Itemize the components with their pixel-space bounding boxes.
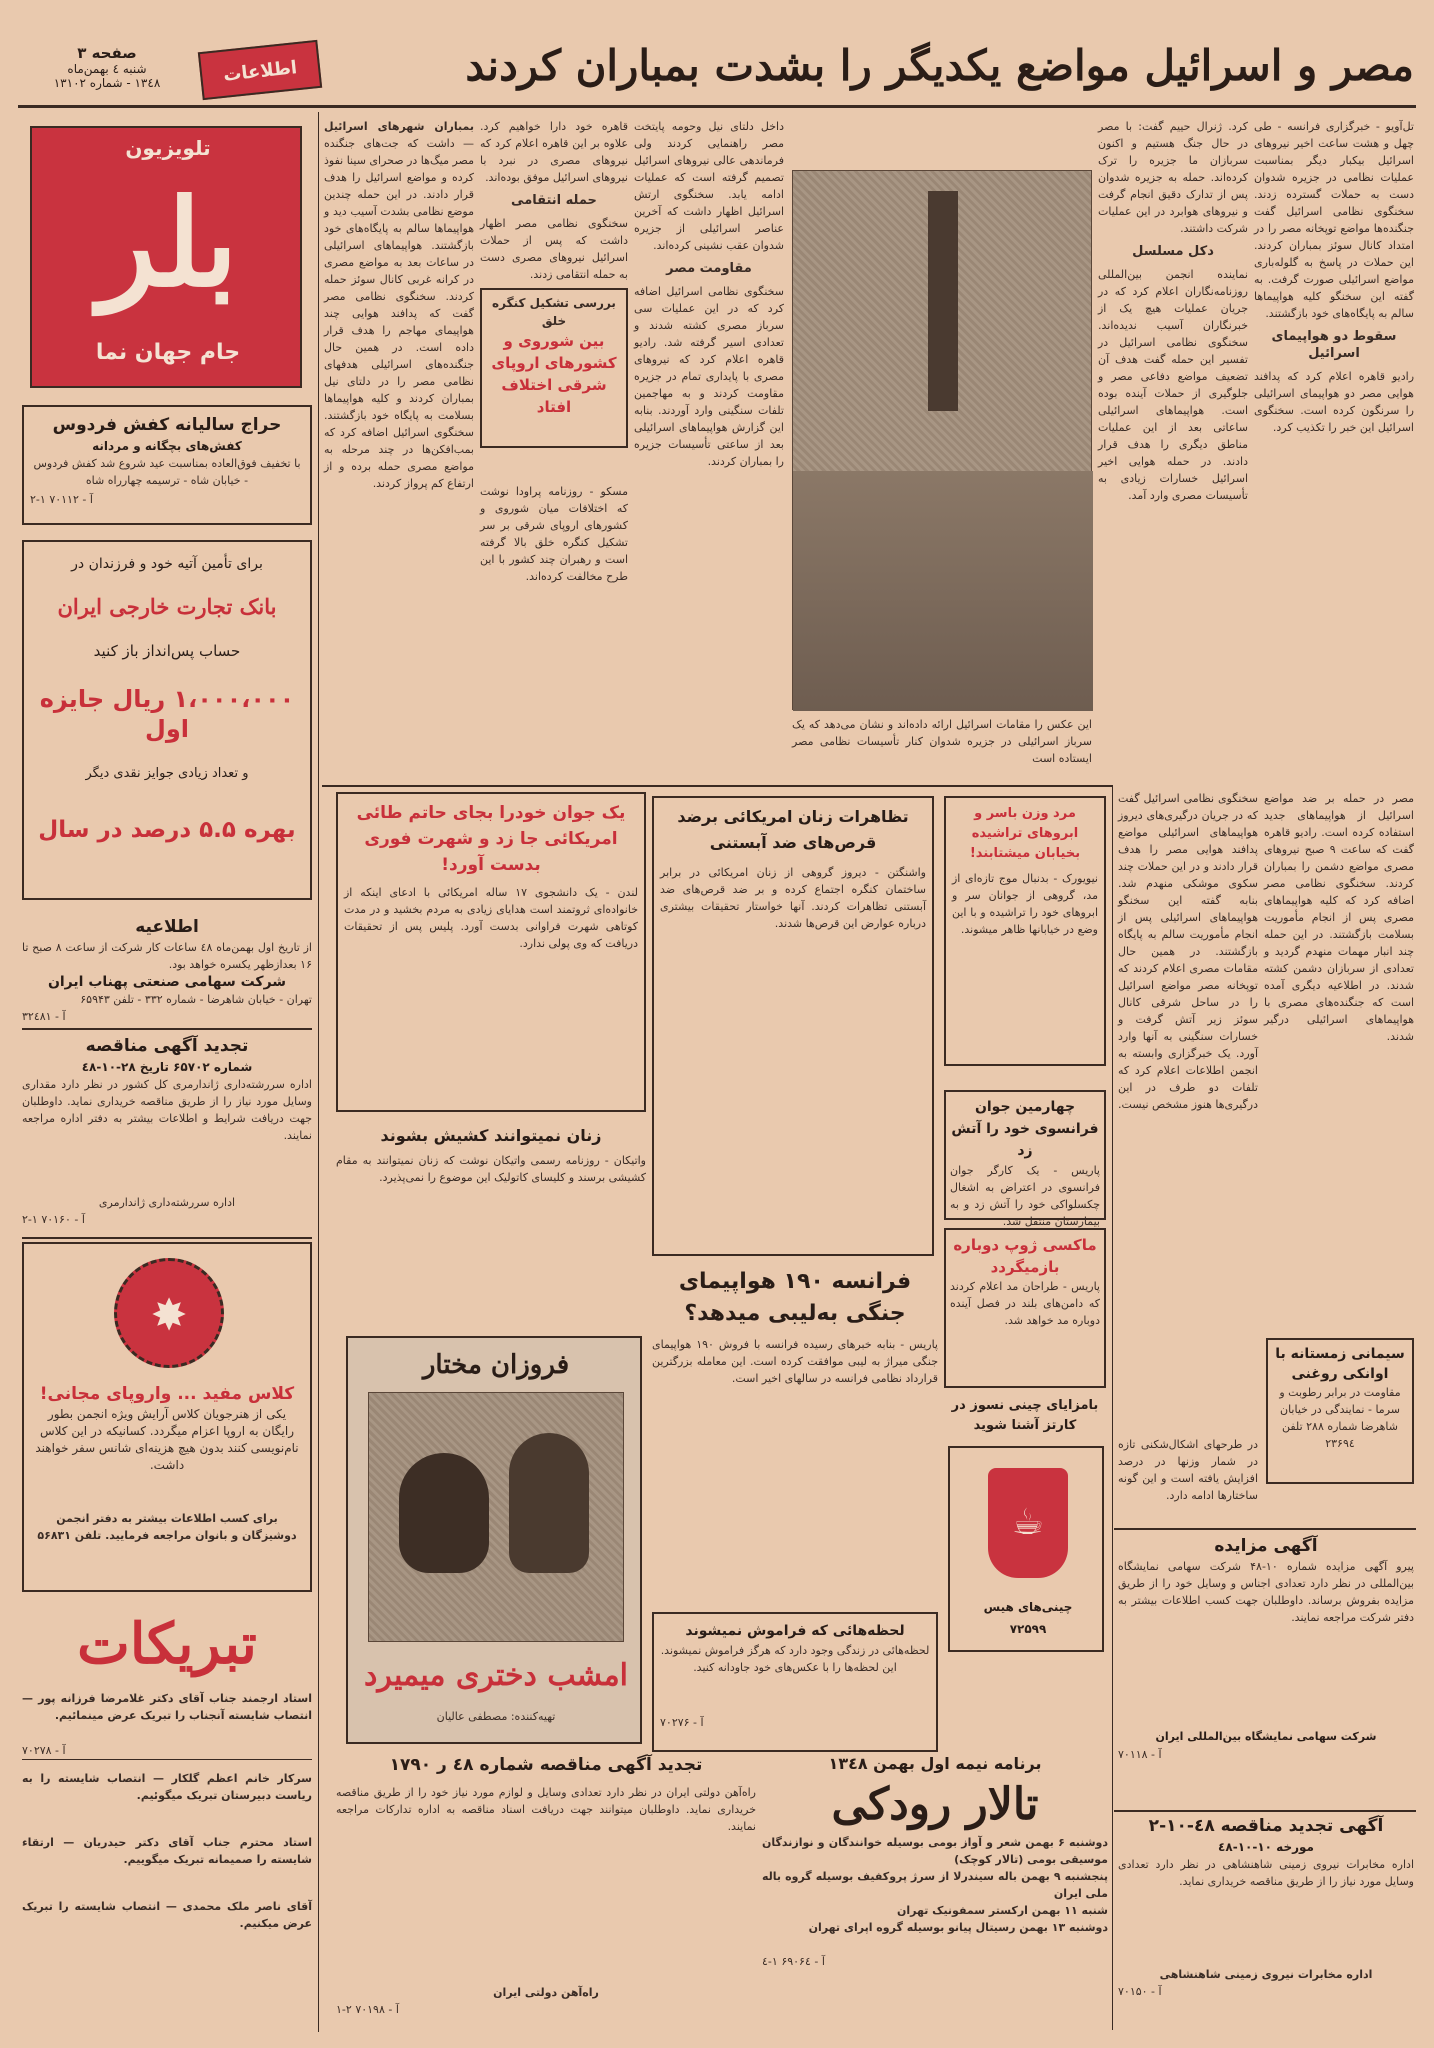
film-poster-photo <box>368 1392 624 1642</box>
column-rule <box>318 112 319 2032</box>
tender-ad <box>22 1034 312 1234</box>
auction-ad <box>1118 1534 1414 1774</box>
french-title: چهارمین جوان فرانسوی خود را آتش زد <box>951 1099 1099 1159</box>
railway-code: آ - ۷۰۱۹۸ ۲-۱ <box>336 2003 399 2016</box>
priests-story <box>336 1124 646 1324</box>
bank-prize: ۱،۰۰۰،۰۰۰ ریال جایزه اول <box>39 685 295 743</box>
concert-program: برنامه نیمه اول بهمن ۱۳٤۸ <box>828 1754 1042 1773</box>
shoe-ad-body: با تخفیف فوق‌العاده بمناسبت عید شروع شد کفش فردوس - خیابان شاه - ترسیمه چهارراه شاه <box>33 457 301 487</box>
film-title: امشب دختری میمیرد <box>364 1658 628 1693</box>
divider <box>22 1028 312 1030</box>
story-column: بمباران شهرهای اسرائیل — داشت که جت‌های جنگنده مصر میگ‌ها در صحرای سینا نفوذ کرده و مواضع اسرائیل را هدف قرار دادند. در این حمله چندین موضع نظامی بشدت آسیب دید و هواپیماها سالم به پایگاه‌های خود بازگشتند. هواپیماهای اسرائیلی در ساعات بعد به مواضع مصری در کرانه غربی کانال سوئز حمله کردند. سخنگوی نظامی مصر گفت که پدافند هوایی چند هواپیمای مهاجم را هدف قرار داده است. در همین حال جنگنده‌های اسرائیلی هدفهای نظامی مصر را در دلتای نیل بمباران کردند و کلیه هواپیماها بسلامت به پایگاه خود بازگشتند. سخنگوی اسرائیل اضافه کرد که بمب‌افکن‌ها در چند مرحله به مواضع مصری حمله برده و از ارتفاع کم پرواز کردند. <box>324 120 474 490</box>
moments-code: آ - ۷۰۲۷۶ <box>660 1716 704 1729</box>
beauty-body: یکی از هنرجویان کلاس آرایش ویژه انجمن بطور رایگان به اروپا اعزام میگردد. کسانیکه در این کلاس نام‌نویسی کنند بدون هیچ هزینه‌ای شانس سفر خواهند داشت. <box>35 1407 299 1472</box>
maxi-story <box>944 1228 1106 1388</box>
notice-code: آ - ۳۲٤۸۱ <box>22 1010 66 1023</box>
notice-company: شرکت سهامی صنعتی پهناب ایران <box>47 974 287 990</box>
page-number: صفحه ۳ <box>77 44 137 62</box>
china-phone: ۷۲۵۹۹ <box>1009 1622 1047 1636</box>
tender-sign: اداره سررشته‌داری ژاندارمری <box>98 1196 236 1209</box>
story-subhead: سقوط دو هواپیمای اسرائیل <box>1271 329 1397 361</box>
issue-date: شنبه ٤ بهمن‌ماه <box>67 62 147 76</box>
divider <box>22 1237 312 1239</box>
bank-name: بانک تجارت خارجی ایران <box>57 594 277 619</box>
moments-ad <box>652 1612 938 1752</box>
notice-title: اطلاعیه <box>135 917 199 937</box>
tender-code: آ - ۷۰۱۶۰ ۱-۲ <box>22 1213 85 1226</box>
shoe-ad <box>22 405 312 525</box>
priests-title: زنان نمیتوانند کشیش بشوند <box>380 1126 602 1145</box>
women-story <box>652 796 934 1256</box>
story-text: مسکو - روزنامه پراودا نوشت که اختلافات میان شوروی و کشورهای اروپای شرقی بر سر تشکیل کنگره خلق بالا گرفته است و رهبران چند کشور با این طرح مخالفت کرده‌اند. <box>480 485 628 583</box>
story-subhead: دکل مسلسل <box>1132 244 1214 259</box>
story-column: کرد. ژنرال حییم گفت: با مصر در حال جنگ هستیم و اکنون سربازان ما جزیره را ترک کرده‌اند. حمله به جزیره شدوان پس از تدارک دقیق انجام گرفت و نیروهای هوابرد در این عملیات شرکت داشتند. دکل مسلسل نماینده انجمن بین‌المللی روزنامه‌نگاران اعلام کرد که در جریان عملیات هیچ یک از خبرنگاران آسیب ندیده‌اند. سخنگوی نظامی اسرائیل در تفسیر این حمله گفت هدف آن تضعیف مواضع دفاعی مصر و جلوگیری از حملات آینده بوده است. هواپیماهای اسرائیلی ساعاتی بعد از این عملیات مناطق دیگری را هدف قرار دادند. در حمله هوایی اخیر اسرائیل خسارات زیادی به تأسیسات مصری وارد آمد. <box>1098 120 1248 502</box>
story-column: سخنگوی نظامی اسرائیل گفت که در جریان درگیری‌های دیروز هواپیماهای اسرائیلی مواضع پدافند هوایی مصر را هدف قرار دادند و در این حملات چند سکوی موشکی منهدم شد. بنابه گفته این سخنگو هواپیماهای اسرائیلی پس از انجام مأموریت سالم به پایگاه بازگشتند. در همین حال مقامات مصری اعلام کردند که توپخانه مصر مواضع اسرائیل را در ساحل شرقی کانال سوئز زیر آتش گرفت و خسارات سنگینی به آنها وارد آورد. یک خبرگزاری وابسته به انجمن اطلاعات اعلام کرد که تلفات دو طرف در این درگیری‌ها هنوز مشخص نیست. <box>1118 792 1258 1111</box>
beauty-ad <box>22 1242 312 1592</box>
moments-body: لحظه‌هائی در زندگی وجود دارد که هرگز فراموش نمیشوند. این لحظه‌ها را با عکس‌های خود جاودانه کنید. <box>660 1644 930 1674</box>
tender-number: شماره ۶۵۷۰۲ تاریخ ۲۸-۱۰-٤۸ <box>81 1060 253 1074</box>
tender2-body: اداره مخابرات نیروی زمینی شاهنشاهی در نظر دارد تعدادی وسایل مورد نیاز را از طریق مناقصه خریداری نماید. <box>1118 1858 1414 1888</box>
women-body: واشنگتن - دیروز گروهی از زنان امریکائی در برابر ساختمان کنگره اجتماع کرده و بر ضد قرص‌های ضد آبستنی تظاهرات کردند. آنها خواستار تحقیقات بیشتری درباره عوارض این قرص‌ها شدند. <box>660 866 926 930</box>
divider <box>22 1759 312 1760</box>
tender2-ad <box>1118 1814 1414 2026</box>
tender2-date: مورخه ۱۰-۱۰-٤۸ <box>1218 1840 1314 1854</box>
maxi-body: پاریس - طراحان مد اعلام کردند که دامن‌های بلند در فصل آینده دوباره مد خواهد شد. <box>950 1280 1100 1327</box>
bank-ad <box>22 540 312 900</box>
concert-code: آ - ۶۹۰۶٤ ۱-٤ <box>762 1955 825 1968</box>
tender2-code: آ - ۷۰۱۵۰ <box>1118 1985 1162 1998</box>
notice-body: از تاریخ اول بهمن‌ماه ٤۸ ساعات کار شرکت از ساعت ۸ صبح تا ۱۶ بعدازظهر یکسره خواهد بود. <box>22 941 312 971</box>
concert-line: دوشنبه ۶ بهمن شعر و آواز بومی بوسیله خوانندگان و نوازندگان موسیقی بومی (تالار کوچک) <box>762 1836 1109 1866</box>
tv-slogan: جام جهان نما <box>95 340 241 365</box>
congrats-item: آقای ناصر ملک محمدی — انتصاب شایسته را تبریک عرض میکنیم. <box>22 1900 312 1930</box>
main-headline: مصر و اسرائیل مواضع یکدیگر را بشدت بمباران کردند <box>465 41 1414 90</box>
beauty-contact: برای کسب اطلاعات بیشتر به دفتر انجمن دوشیزگان و بانوان مراجعه فرمایید. تلفن ۵۶۸۳۱ <box>37 1512 297 1542</box>
beauty-title: کلاس مفید ... واروپای مجانی! <box>39 1384 295 1404</box>
planes-title-1: فرانسه ۱۹۰ هواپیمای <box>678 1269 912 1294</box>
railway-tender <box>336 1752 756 2032</box>
railway-body: راه‌آهن دولتی ایران در نظر دارد تعدادی وسایل و لوازم مورد نیاز خود را از طریق مناقصه خریداری نماید. داوطلبان میتوانند جهت دریافت اسناد مناقصه به اداره تدارکات مراجعه نمایند. <box>336 1786 756 1833</box>
tv-brand: بلر <box>98 173 238 314</box>
bank-ad-intro: برای تأمین آتیه خود و فرزندان در <box>71 556 263 572</box>
tender-title: تجدید آگهی مناقصه <box>85 1036 249 1056</box>
french-body: پاریس - یک کارگر جوان فرانسوی در اعتراض به اشغال چکسلواکی خود را آتش زد و به بیمارستان منتقل شد. <box>950 1164 1100 1228</box>
rudaki-ad <box>762 1752 1108 2032</box>
concert-title: تالار رودکی <box>831 1779 1039 1830</box>
hatam-title: یک جوان خودرا بجای حاتم طائی امریکائی جا زد و شهرت فوری بدست آورد! <box>356 803 626 875</box>
china-ad <box>948 1446 1104 1652</box>
inline-title: بین شوروی و کشورهای اروپای شرقی اختلاف افتاد <box>491 332 617 416</box>
shaved-story <box>944 796 1106 1066</box>
story-subhead: مقاومت مصر <box>666 261 752 276</box>
shoe-ad-line: کفش‌های بچگانه و مردانه <box>92 439 242 453</box>
star-icon: ✸ <box>150 1290 188 1341</box>
shoe-ad-title: حراج سالیانه کفش فردوس <box>52 415 282 435</box>
section-rule <box>1114 1528 1416 1530</box>
coat-title: سیمانی زمستانه با اوانکی روغنی <box>1275 1346 1405 1382</box>
congrats-section <box>22 1604 312 2034</box>
page-info <box>22 44 192 90</box>
concert-line: شنبه ۱۱ بهمن ارکستر سمفونیک تهران <box>896 1904 1108 1917</box>
planes-title-2: جنگی به‌لیبی میدهد؟ <box>684 1301 906 1326</box>
column-rule <box>1112 785 1113 2030</box>
bank-ad-line: حساب پس‌انداز باز کنید <box>93 642 241 660</box>
notice-ad <box>22 915 312 1025</box>
china-brand: چینی‌های هیس <box>983 1600 1073 1614</box>
film-stars: فروزان مختار <box>422 1350 570 1380</box>
hatam-body: لندن - یک دانشجوی ۱۷ ساله امریکائی با ادعای اینکه از خانواده‌ای ثروتمند است هدایای زیادی به مردم بخشید و در مدت کوتاهی شهرت فراوانی بدست آورد. پلیس پس از تحقیقات دریافت که وی پولی ندارد. <box>344 886 638 950</box>
masthead <box>0 0 1434 110</box>
notice-address: تهران - خیابان شاهرضا - شماره ۳۳۲ - تلفن ۶۵۹۴۳ <box>80 993 312 1006</box>
issue-number: ۱۳٤۸ - شماره ۱۳۱۰۲ <box>53 76 161 90</box>
auction-sign: شرکت سهامی نمایشگاه بین‌المللی ایران <box>1155 1730 1377 1743</box>
rocks-shape <box>793 471 1093 711</box>
story-column: در طرحهای اشکال‌شکنی تازه در شمار وزنها در درصد افزایش یافته است و این گونه ساختارها ادامه دارد. <box>1118 1438 1258 1502</box>
actor-face <box>509 1433 589 1573</box>
section-rule <box>1114 1810 1416 1812</box>
concert-line: دوشنبه ۱۳ بهمن رسیتال پیانو بوسیله گروه اپرای تهران <box>808 1921 1108 1934</box>
auction-title: آگهی مزایده <box>1214 1536 1318 1556</box>
newspaper-logo: اطلاعات <box>198 40 322 100</box>
coat-ad <box>1266 1338 1414 1484</box>
french-story <box>944 1090 1106 1228</box>
congrats-code: آ - ۷۰۲۷۸ <box>22 1744 66 1757</box>
bank-ad-extra: و تعداد زیادی جوایز نقدی دیگر <box>85 766 249 781</box>
tender2-sign: اداره مخابرات نیروی زمینی شاهنشاهی <box>1159 1968 1373 1981</box>
cup-icon: ☕ <box>988 1468 1068 1578</box>
railway-sign: راه‌آهن دولتی ایران <box>493 1986 599 1999</box>
lighthouse-shape <box>928 191 958 411</box>
hatam-story <box>336 792 646 1112</box>
story-column: قاهره خود دارا خواهیم کرد. علاوه بر این قاهره اعلام کرد که نیروهای مصری در نبرد با نیروهای اسرائیل موفق بوده‌اند. حمله انتقامی سخنگوی نظامی مصر اظهار داشت که پس از حملات اسرائیل نیروهای مصری دست به حمله انتقامی زدند. بررسی تشکیل کنگره خلق بین شوروی و کشورهای اروپای شرقی اختلاف افتاد مسکو - روزنامه پراودا نوشت که اختلافات میان شوروی و کشورهای اروپای شرقی بر سر تشکیل کنگره خلق بالا گرفته است و رهبران چند کشور با این طرح مخالفت کرده‌اند. <box>480 120 628 583</box>
star-badge <box>114 1258 224 1368</box>
section-rule <box>322 785 1112 787</box>
congrats-item: استاد ارجمند جناب آقای دکتر غلامرضا فرزانه پور — انتصاب شایسته آنجناب را تبریک عرض مینمائیم. <box>22 1692 312 1722</box>
railway-title: تجدید آگهی مناقصه شماره ٤۸ ر ۱۷۹۰ <box>389 1755 703 1775</box>
congrats-title: تبریکات <box>77 1611 257 1677</box>
inline-heading: بررسی تشکیل کنگره خلق <box>492 296 616 328</box>
tender-body: اداره سررشته‌داری ژاندارمری کل کشور در نظر دارد مقداری وسایل مورد نیاز را از طریق مناقصه خریداری نماید. داوطلبان جهت دریافت شرایط و اطلاعات بیشتر به دفتر اداره مراجعه نمایند. <box>22 1078 312 1142</box>
china-title: بامزایای چینی نسوز در کارتز آشنا شوید <box>951 1398 1099 1433</box>
photo-caption: این عکس را مقامات اسرائیل ارائه داده‌اند و نشان می‌دهد که یک سرباز اسرائیلی در جزیره شدوان کنار تأسیسات نظامی مصر ایستاده است <box>792 718 1092 765</box>
priests-body: واتیکان - روزنامه رسمی واتیکان نوشت که زنان نمیتوانند به مقام کشیشی برسند و کلیسای کاتولیک این موضوع را نمی‌پذیرد. <box>336 1154 646 1184</box>
women-title: تظاهرات زنان امریکائی برضد قرص‌های ضد آبستنی <box>677 807 909 852</box>
maxi-title: ماکسی ژوپ دوباره بازمیگردد <box>953 1236 1097 1276</box>
planes-story <box>652 1266 938 1606</box>
bank-rate: بهره ۵.۵ درصد در سال <box>38 817 296 843</box>
lighthouse-photo <box>792 170 1092 710</box>
shoe-ad-code: آ - ۷۰۱۱۲ ۱-۲ <box>30 493 93 506</box>
inline-box <box>480 288 628 448</box>
story-column: تل‌آویو - خبرگزاری فرانسه - طی چهل و هشت ساعت اخیر نیروهای اسرائیل بیکبار دیگر بمناسبت عملیات نظامی در جزیره شدوان دست به حملات گسترده زدند. سخنگوی نظامی اسرائیل گفت جنگنده‌ها مواضع توپخانه مصر را در امتداد کانال سوئز بمباران کردند. این حملات در پاسخ به گلوله‌باری مواضع اسرائیلی صورت گرفت. به گفته این سخنگو کلیه هواپیماها سالم به پایگاه‌های خود بازگشتند. سقوط دو هواپیمای اسرائیل رادیو قاهره اعلام کرد که پدافند هوایی مصر دو هواپیمای اسرائیلی را سرنگون کرده است. سخنگوی اسرائیل این خبر را تکذیب کرد. <box>1254 120 1414 434</box>
film-credits: تهیه‌کننده: مصطفی عالیان <box>436 1710 556 1723</box>
auction-code: آ - ۷۰۱۱۸ <box>1118 1748 1162 1761</box>
congrats-item: سرکار خانم اعظم گلکار — انتصاب شایسته را به ریاست دبیرستان تبریک میگوئیم. <box>22 1772 312 1802</box>
shaved-body: نیویورک - بدنبال موج تازه‌ای از مد، گروهی از جوانان سر و ابروهای خود را تراشیده و با این وضع در خیابانها ظاهر میشوند. <box>952 872 1098 936</box>
masthead-rule <box>18 105 1416 108</box>
story-subhead: حمله انتقامی <box>511 193 597 208</box>
coat-body: مقاومت در برابر رطوبت و سرما - نمایندگی در خیابان شاهرضا شماره ۲۸۸ تلفن ۲۳۶۹٤ <box>1279 1386 1401 1450</box>
tender2-title: آگهی تجدید مناقصه ٤۸-۱۰-۲ <box>1148 1816 1384 1836</box>
tv-label: تلویزیون <box>125 136 211 160</box>
moments-title: لحظه‌هائی که فراموش نمیشوند <box>685 1623 905 1639</box>
film-ad <box>346 1336 642 1744</box>
shaved-title: مرد وزن باسر و ابروهای تراشیده بخیابان میشتابند! <box>969 806 1081 861</box>
congrats-item: استاد محترم جناب آقای دکتر حیدریان — ارتقاء شایسته را صمیمانه تبریک میگوییم. <box>22 1836 312 1866</box>
planes-body: پاریس - بنابه خبرهای رسیده فرانسه با فروش ۱۹۰ هواپیمای جنگی میراژ به لیبی موافقت کرده است. این معامله بزرگترین قرارداد نظامی فرانسه در سالهای اخیر است. <box>652 1338 938 1385</box>
tv-ad <box>30 126 302 388</box>
actress-face <box>399 1453 489 1573</box>
story-text: بمباران شهرهای اسرائیل <box>324 120 474 133</box>
story-column: مصر در حمله بر ضد مواضع اسرائیل از هواپیماهای جدید استفاده کرده است. رادیو قاهره گفت که ساعت ۹ صبح نیروهای مصری مواضع دشمن را بمباران کردند. سخنگوی نظامی مصر اضافه کرد که کلیه هواپیماهای مصری پس از انجام مأموریت بسلامت بازگشتند. در این حمله چند انبار مهمات منهدم گردید و تعدادی از سربازان دشمن کشته شدند. در اطلاعیه دیگری آمده است که جنگنده‌های مصری با هواپیماهای اسرائیلی درگیر شدند. <box>1264 792 1414 1043</box>
concert-line: پنجشنبه ۹ بهمن باله سیندرلا از سرژ پروکفیف بوسیله گروه باله ملی ایران <box>762 1870 1108 1900</box>
auction-body: پیرو آگهی مزایده شماره ۱۰-۴۸ شرکت سهامی نمایشگاه بین‌المللی در نظر دارد تعدادی اجناس و وسایل خود را از طریق مزایده بفروش برساند. داوطلبان جهت کسب اطلاعات بیشتر به دفتر شرکت مراجعه نمایند. <box>1118 1560 1414 1624</box>
story-column: داخل دلتای نیل وحومه پایتخت مصر راهنمایی کردند ولی فرماندهی عالی نیروهای اسرائیل تصمیم گرفته است که عملیات ادامه یابد. سخنگوی ارتش اسرائیل اظهار داشت که آخرین عناصر اسرائیلی از جزیره شدوان عقب نشینی کرده‌اند. مقاومت مصر سخنگوی نظامی اسرائیل اضافه کرد که در این عملیات سی سرباز مصری کشته شدند و تعدادی اسیر گرفته شد. رادیو قاهره اعلام کرد که نیروهای مصری با پایداری تمام در جزیره مقاومت کردند و به مهاجمین تلفات سنگینی وارد آوردند. بنابه این گزارش هواپیماهای اسرائیلی بعد از ساعتی تأسیسات جزیره را بمباران کردند. <box>634 120 784 468</box>
